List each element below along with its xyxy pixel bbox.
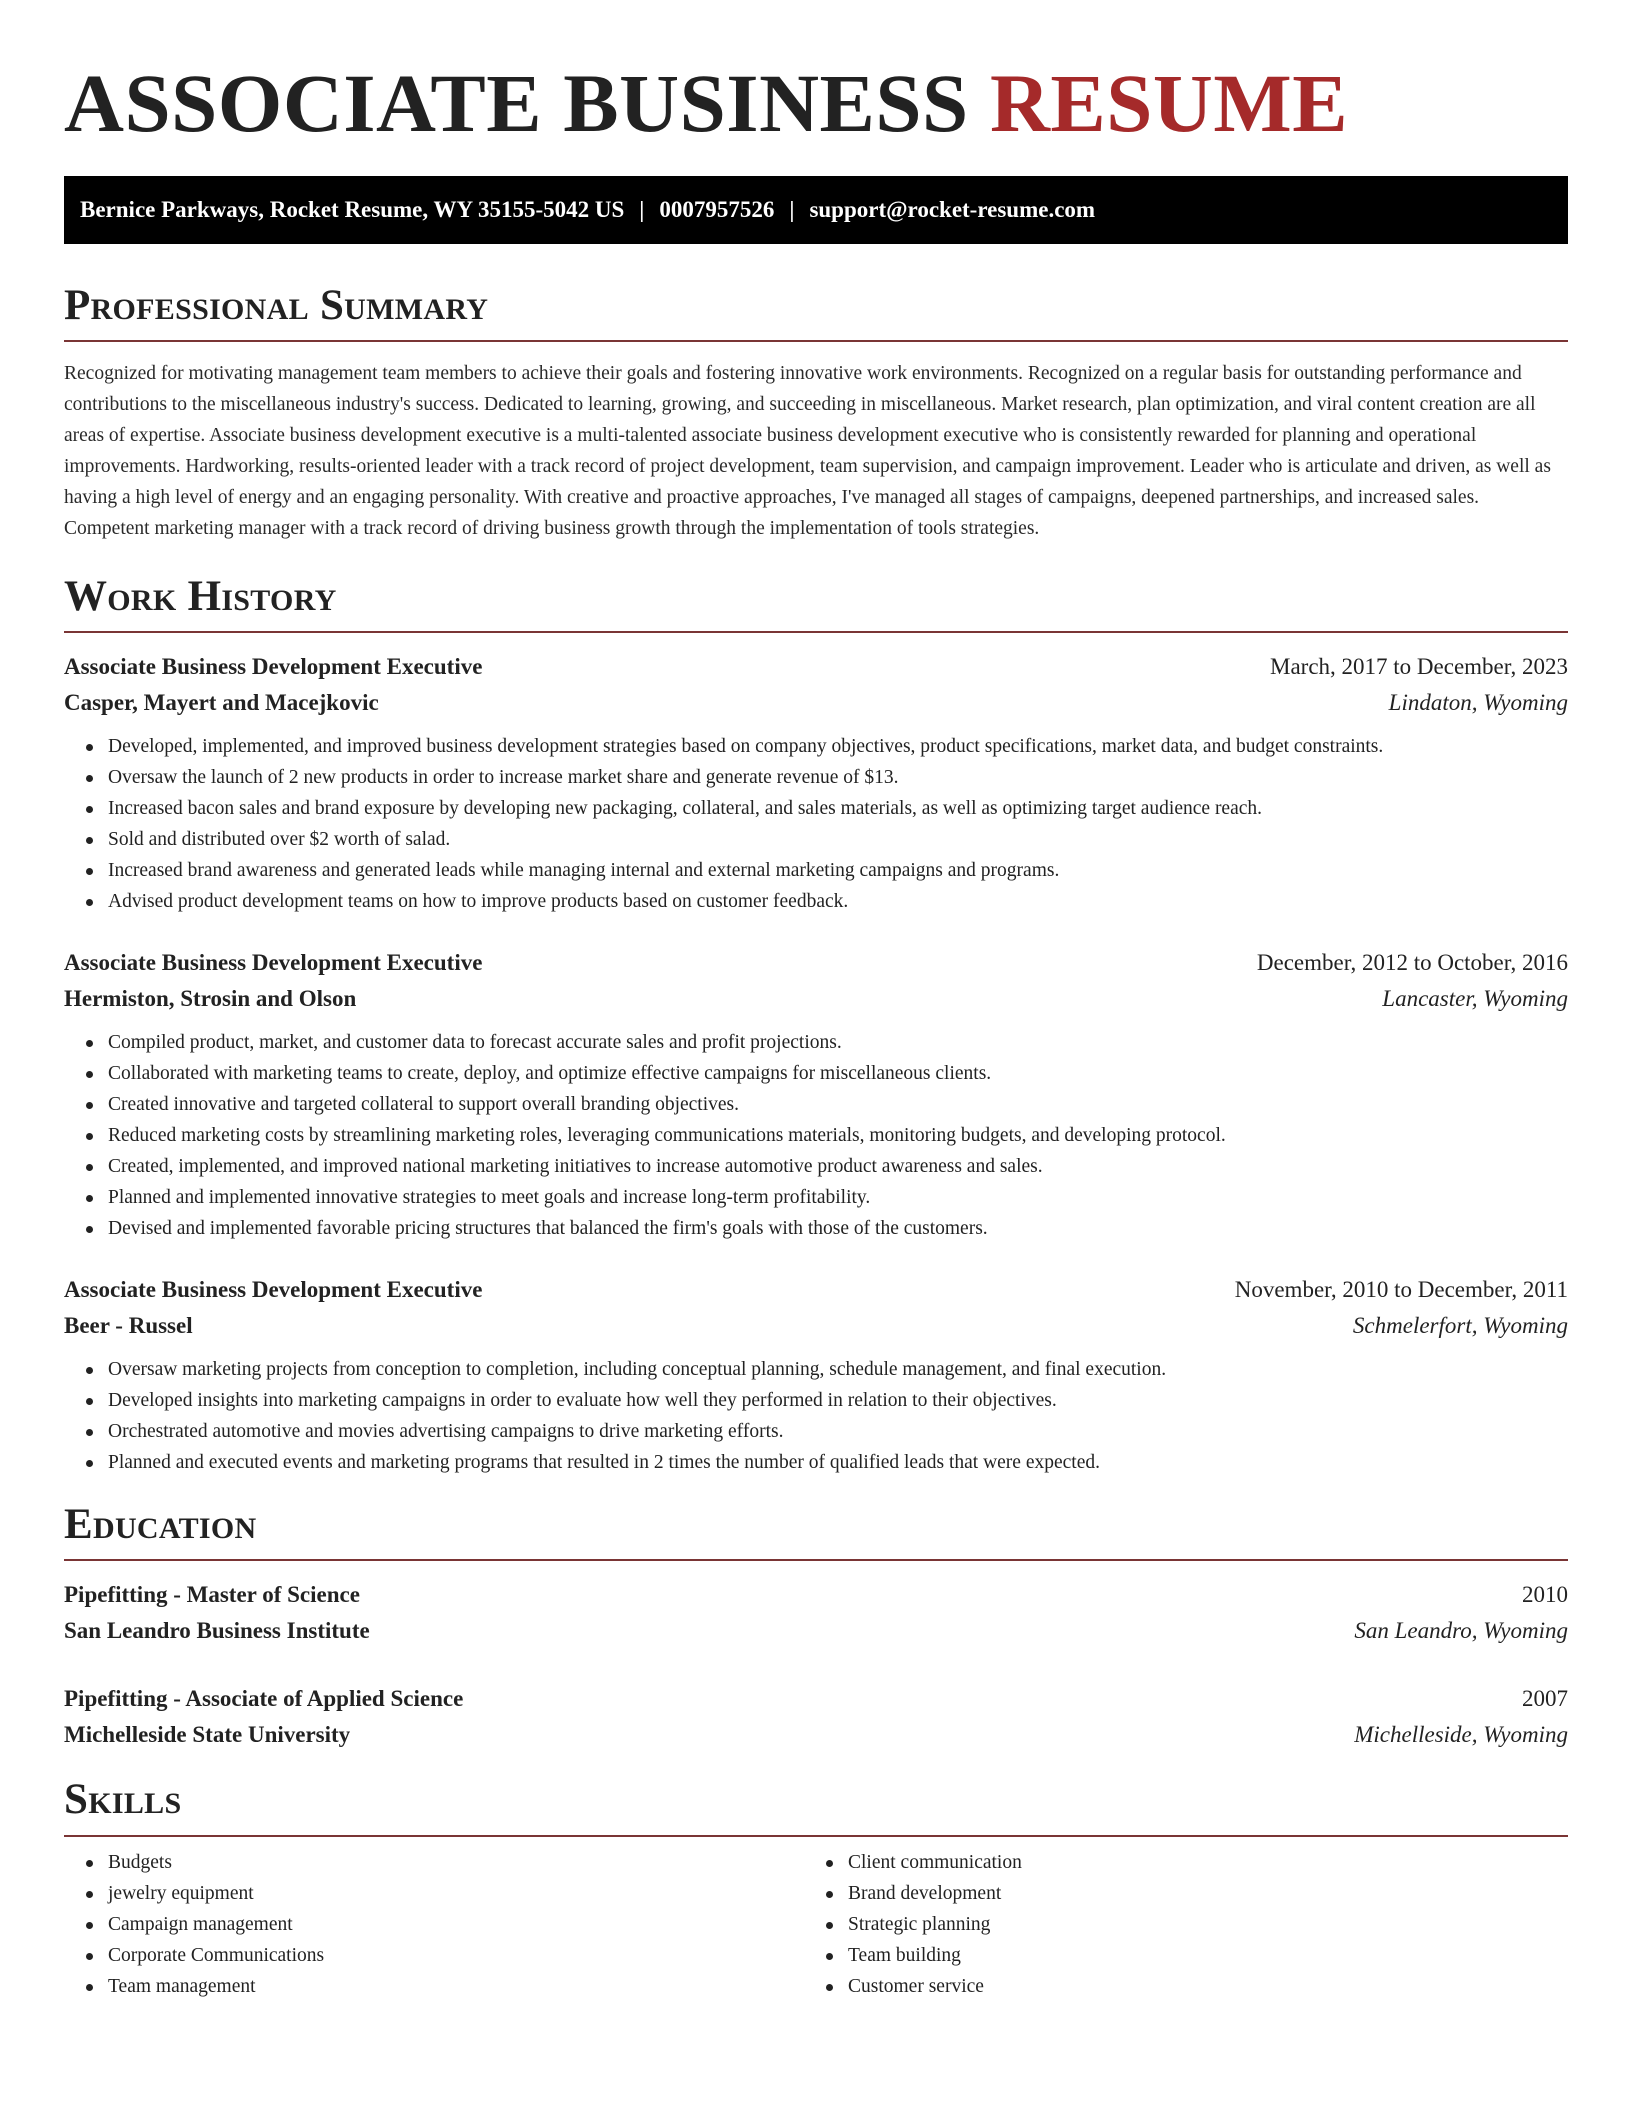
- job-company: Hermiston, Strosin and Olson: [64, 986, 357, 1012]
- skill-item: Team management: [86, 1971, 804, 2002]
- skill-item: Customer service: [826, 1971, 1544, 2002]
- skills-list: [64, 1847, 1568, 2002]
- resume-content: [64, 283, 1568, 2002]
- job-bullet: Created innovative and targeted collateral to support overall branding objectives.: [86, 1089, 1568, 1120]
- education-degree: Pipefitting - Master of Science: [64, 1582, 360, 1608]
- job-bullet: Compiled product, market, and customer data to forecast accurate sales and profit projections.: [86, 1027, 1568, 1058]
- education-degree-row: [64, 1681, 1568, 1717]
- job-dates: March, 2017 to December, 2023: [1270, 654, 1568, 680]
- education-school: San Leandro Business Institute: [64, 1618, 370, 1644]
- education-degree: Pipefitting - Associate of Applied Science: [64, 1686, 464, 1712]
- job-bullet: Advised product development teams on how to improve products based on customer feedback.: [86, 886, 1568, 917]
- skills-column-left: [64, 1847, 804, 2002]
- job-entry: [64, 649, 1568, 917]
- job-bullet: Devised and implemented favorable pricing structures that balanced the firm's goals with those of the customers.: [86, 1213, 1568, 1244]
- job-bullets: [64, 731, 1568, 917]
- skill-item: Budgets: [86, 1847, 804, 1878]
- skill-item: Strategic planning: [826, 1909, 1544, 1940]
- education-location: Michelleside, Wyoming: [1354, 1722, 1568, 1748]
- job-entry: [64, 945, 1568, 1244]
- education-school-row: [64, 1613, 1568, 1649]
- job-bullet: Developed, implemented, and improved business development strategies based on company objectives, product specifications, market data, and budget constraints.: [86, 731, 1568, 762]
- summary-text: Recognized for motivating management team members to achieve their goals and fostering innovative work environments. Recognized on a regular basis for outstanding performance and contributions to the miscellaneous industry's success. Dedicated to learning, growing, and succeeding in miscellaneous. Market research, plan optimization, and viral content creation are all areas of expertise. Associate business development executive is a multi-talented associate business development executive who is consistently rewarded for planning and operational improvements. Hardworking, results-oriented leader with a track record of project development, team supervision, and campaign improvement. Leader who is articulate and driven, as well as having a high level of energy and an engaging personality. With creative and proactive approaches, I've managed all stages of campaigns, deepened partnerships, and increased sales. Competent marketing manager with a track record of driving business growth through the implementation of tools strategies.: [64, 363, 1551, 540]
- job-company-row: [64, 1308, 1568, 1344]
- skill-item: Brand development: [826, 1878, 1544, 1909]
- education-heading: Education: [64, 1502, 1568, 1561]
- contact-bar: [64, 176, 1568, 244]
- job-bullets: [64, 1354, 1568, 1478]
- job-title: Associate Business Development Executive: [64, 1277, 483, 1303]
- education-year: 2007: [1522, 1686, 1568, 1712]
- job-bullet: Oversaw marketing projects from conception to completion, including conceptual planning, schedule management, and final execution.: [86, 1354, 1568, 1385]
- skill-item: Campaign management: [86, 1909, 804, 1940]
- job-bullet: Orchestrated automotive and movies advertising campaigns to drive marketing efforts.: [86, 1416, 1568, 1447]
- work-heading: Work History: [64, 574, 1568, 633]
- job-location: Lindaton, Wyoming: [1388, 690, 1568, 716]
- education-entry: [64, 1681, 1568, 1753]
- job-bullet: Reduced marketing costs by streamlining marketing roles, leveraging communications materials, monitoring budgets, and developing protocol.: [86, 1120, 1568, 1151]
- contact-separator: |: [789, 197, 795, 222]
- job-bullets: [64, 1027, 1568, 1244]
- resume-title: [64, 57, 1349, 149]
- job-company-row: [64, 685, 1568, 721]
- job-company: Casper, Mayert and Macejkovic: [64, 690, 379, 716]
- job-title-row: [64, 649, 1568, 685]
- skills-heading: Skills: [64, 1777, 1568, 1836]
- job-company-row: [64, 981, 1568, 1017]
- education-entry: [64, 1577, 1568, 1649]
- job-bullet: Developed insights into marketing campaigns in order to evaluate how well they performed in relation to their objectives.: [86, 1385, 1568, 1416]
- title-main: ASSOCIATE BUSINESS: [64, 57, 969, 149]
- job-bullet: Oversaw the launch of 2 new products in order to increase market share and generate revenue of $13.: [86, 762, 1568, 793]
- job-bullet: Created, implemented, and improved national marketing initiatives to increase automotive product awareness and sales.: [86, 1151, 1568, 1182]
- contact-email: support@rocket-resume.com: [809, 197, 1096, 222]
- skill-item: jewelry equipment: [86, 1878, 804, 1909]
- job-dates: December, 2012 to October, 2016: [1256, 950, 1568, 976]
- skills-section: [64, 1777, 1568, 2001]
- job-bullet: Planned and implemented innovative strategies to meet goals and increase long-term profitability.: [86, 1182, 1568, 1213]
- job-bullet: Increased bacon sales and brand exposure by developing new packaging, collateral, and sales materials, as well as optimizing target audience reach.: [86, 793, 1568, 824]
- education-degree-row: [64, 1577, 1568, 1613]
- title-accent: RESUME: [989, 57, 1349, 149]
- job-bullet: Sold and distributed over $2 worth of salad.: [86, 824, 1568, 855]
- job-title: Associate Business Development Executive: [64, 950, 483, 976]
- job-entry: [64, 1272, 1568, 1478]
- summary-heading: Professional Summary: [64, 283, 1568, 342]
- skill-item: Corporate Communications: [86, 1940, 804, 1971]
- job-title-row: [64, 1272, 1568, 1308]
- education-section: [64, 1502, 1568, 1753]
- job-location: Lancaster, Wyoming: [1382, 986, 1568, 1012]
- job-bullet: Planned and executed events and marketing programs that resulted in 2 times the number of qualified leads that were expected.: [86, 1447, 1568, 1478]
- contact-separator: |: [639, 197, 645, 222]
- contact-phone: 0007957526: [659, 197, 775, 222]
- job-bullet: Increased brand awareness and generated leads while managing internal and external marketing campaigns and programs.: [86, 855, 1568, 886]
- job-company: Beer - Russel: [64, 1313, 193, 1339]
- job-bullet: Collaborated with marketing teams to create, deploy, and optimize effective campaigns for miscellaneous clients.: [86, 1058, 1568, 1089]
- summary-section: [64, 283, 1568, 544]
- contact-address: Bernice Parkways, Rocket Resume, WY 35155-5042 US: [80, 197, 625, 222]
- education-school: Michelleside State University: [64, 1722, 351, 1748]
- job-title: Associate Business Development Executive: [64, 654, 483, 680]
- job-location: Schmelerfort, Wyoming: [1352, 1313, 1568, 1339]
- skill-item: Client communication: [826, 1847, 1544, 1878]
- education-location: San Leandro, Wyoming: [1354, 1618, 1568, 1644]
- skill-item: Team building: [826, 1940, 1544, 1971]
- education-year: 2010: [1522, 1582, 1568, 1608]
- job-title-row: [64, 945, 1568, 981]
- work-section: [64, 574, 1568, 1478]
- skills-column-right: [804, 1847, 1544, 2002]
- education-school-row: [64, 1717, 1568, 1753]
- job-dates: November, 2010 to December, 2011: [1234, 1277, 1568, 1303]
